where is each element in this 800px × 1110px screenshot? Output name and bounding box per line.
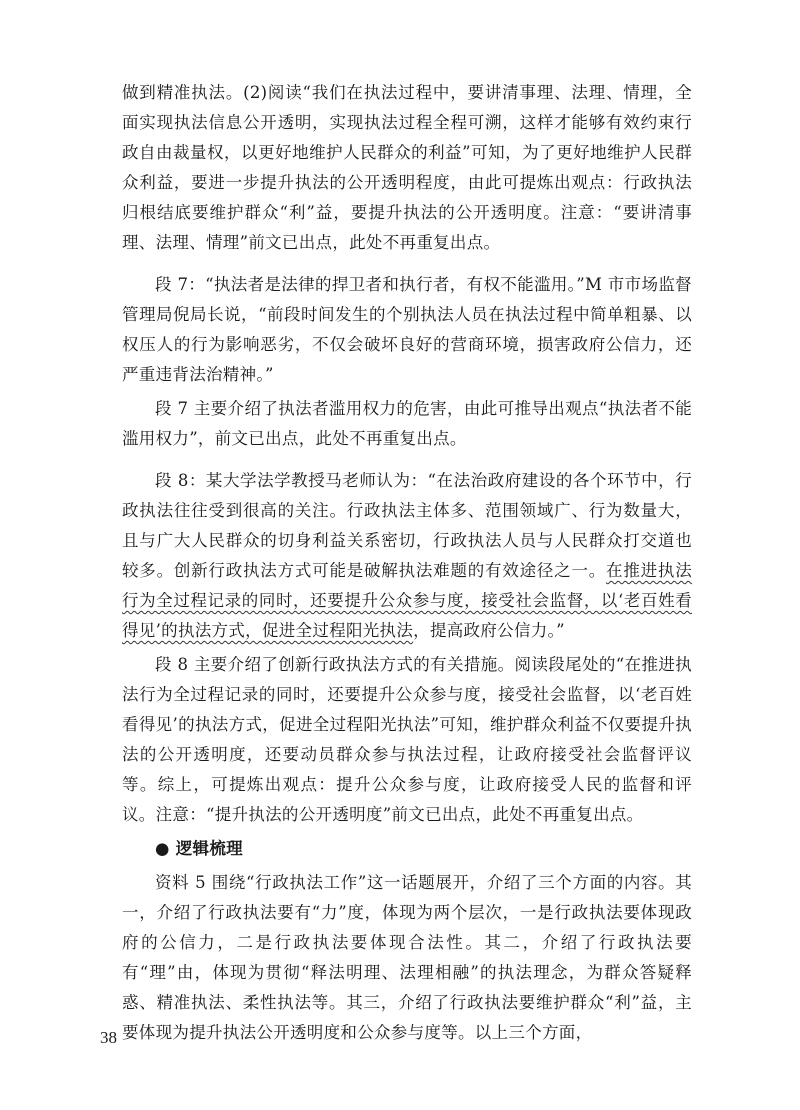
page-number: 38 bbox=[100, 1028, 117, 1047]
paragraph-2: 段 7：“执法者是法律的捍卫者和执行者，有权不能滥用。”M 市市场监督管理局倪局长说，“前段时间发生的个别执法人员在执法过程中简单粗暴、以权压人的行为影响恶劣，不仅会破坏良好的营商环境，损害政府公信力，还严重违背法治精神。” bbox=[122, 275, 692, 384]
bullet-icon: ● bbox=[155, 839, 170, 858]
paragraph-4-text: 段 8：某大学法学教授马老师认为：“在法治政府建设的各个环节中，行政执法往往受到很高的关注。行政执法主体多、范围领域广、行为数量大，且与广大人民群众的切身利益关系密切，行政执法人员与人民群众打交道也较多。创新行政执法方式可能是破解执法难题的有效途径之一。 bbox=[122, 471, 692, 580]
page-body bbox=[122, 78, 692, 1048]
wavy-underlined-text: 在推进执法行为全过程记录的同时，还要提升公众参与度，接受社会监督，以‘老百姓看得见’的执法方式，促进全过程阳光执法 bbox=[122, 561, 692, 640]
section-heading bbox=[122, 834, 692, 864]
paragraph-3: 段 7 主要介绍了执法者滥用权力的危害，由此可推导出观点“执法者不能滥用权力”，前文已出点，此处不再重复出点。 bbox=[122, 399, 692, 448]
paragraph-1: 做到精准执法。(2)阅读“我们在执法过程中，要讲清事理、法理、情理，全面实现执法信息公开透明，实现执法过程全程可溯，这样才能够有效约束行政自由裁量权，以更好地维护人民群众的利益”可知，为了更好地维护人民群众利益，要进一步提升执法的公开透明程度，由此可提炼出观点：行政执法归根结底要维护群众“利”益，要提升执法的公开透明度。注意：“要讲清事理、法理、情理”前文已出点，此处不再重复出点。 bbox=[122, 83, 692, 252]
paragraph-6: 资料 5 围绕“行政执法工作”这一话题展开，介绍了三个方面的内容。其一，介绍了行政执法要有“力”度，体现为两个层次，一是行政执法要体现政府的公信力，二是行政执法要体现合法性。其二，介绍了行政执法要有“理”由，体现为贯彻“释法明理、法理相融”的执法理念，为群众答疑释惑、精准执法、柔性执法等。其三，介绍了行政执法要维护群众“利”益，主要体现为提升执法公开透明度和公众参与度等。以上三个方面， bbox=[122, 873, 692, 1042]
paragraph-4 bbox=[122, 466, 692, 646]
paragraph-4-tail: ，提高政府公信力。” bbox=[413, 621, 565, 640]
section-heading-label: 逻辑梳理 bbox=[175, 839, 243, 858]
paragraph-5: 段 8 主要介绍了创新行政执法方式的有关措施。阅读段尾处的“在推进执法行为全过程记录的同时，还要提升公众参与度，接受社会监督，以‘老百姓看得见’的执法方式，促进全过程阳光执法”可知，维护群众利益不仅要提升执法的公开透明度，还要动员群众参与执法过程，让政府接受社会监督评议等。综上，可提炼出观点：提升公众参与度，让政府接受人民的监督和评议。注意：“提升执法的公开透明度”前文已出点，此处不再重复出点。 bbox=[122, 655, 692, 824]
